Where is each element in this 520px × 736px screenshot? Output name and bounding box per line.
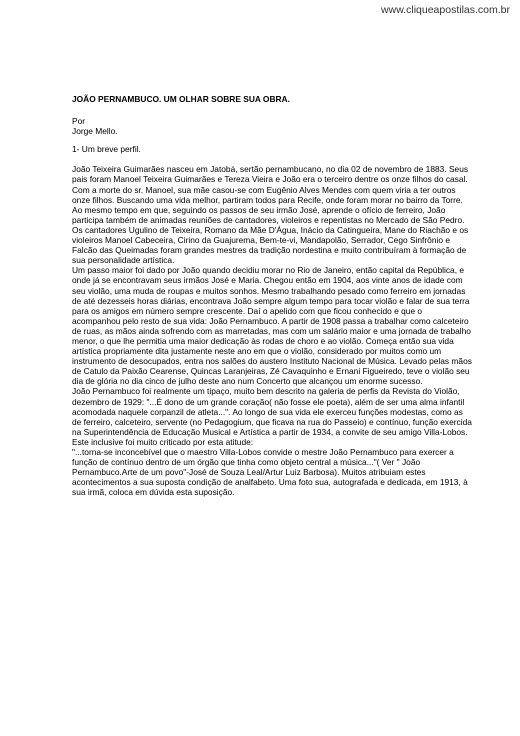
section-heading: 1- Um breve perfil. — [72, 144, 141, 155]
paragraph: João Teixeira Guimarães nasceu em Jatobá, sertão pernambucano, no dia 02 de novembro de 1883. Seus pais foram Manoel Teixeira Guimarães e Tereza Vieira e João era o terceiro dentre os onze filhos do casal. Com a morte do sr. Manoel, sua mãe casou-se com Eugênio Alves Mendes com quem viria a ter outros onze filhos. Buscando uma vida melhor, partiram todos para Recife, onde foram morar no bairro da Torre. — [72, 164, 469, 205]
document-body — [72, 94, 472, 497]
author-name: Jorge Mello. — [72, 126, 118, 137]
document-title: JOÃO PERNAMBUCO. UM OLHAR SOBRE SUA OBRA. — [72, 94, 290, 104]
paragraph: Ao mesmo tempo em que, seguindo os passos de seu irmão José, aprende o ofício de ferreiro, João participa também de animadas reuniões de cantadores, violeiros e repentistas no Mercado de São Pedro. Os cantadores Ugulino de Teixeira, Romano da Mãe D'Água, Inácio da Catingueira, Mane do Riachão e os violeiros Manoel Cabeceira, Cirino da Guajurema, Bem-te-vi, Mandapolão, Serrador, Cego Sinfrônio e Falcão das Queimadas foram grandes mestres da tradição nordestina e muito contribuíram à formação de sua personalidade artística. — [72, 204, 469, 266]
site-url-link[interactable]: www.cliqueapostilas.com.br — [381, 4, 510, 16]
paragraph: João Pernambuco foi realmente um tipaço, muito bem descrito na galeria de perfis da Revista do Violão, dezembro de 1929: "...É dono de um grande coração( não fosse ele poeta), além de ser uma alma infantil acomodada naquele corpanzil de atleta...". Ao longo de sua vida ele exerceu funções modestas, como as de ferreiro, calceteiro, servente (no Pedagogium, que ficava na rua do Passeio) e contínuo, função exercida na Superintendência de Educação Musical e Artística a partir de 1934, a convite de seu amigo Villa-Lobos. Este inclusive foi muito criticado por esta atitude: — [72, 386, 472, 447]
byline-label: Por — [72, 116, 86, 127]
paragraph: "...torna-se inconcebível que o maestro Villa-Lobos convide o mestre João Pernambuco para exercer a função de contínuo dentro de um órgão que tinha como objeto central a música..."( Ver " João Pernambuco.Arte de um povo"-José de Souza Leal/Artur Luiz Barbosa). Muitos atribuiam estes acontecimentos a sua suposta condição de analfabeto. Uma foto sua, autografada e dedicada, em 1913, à sua irmã, coloca em dúvida esta suposição. — [72, 447, 468, 498]
paragraph: Um passo maior foi dado por João quando decidiu morar no Rio de Janeiro, então capital da República, e onde já se encontravam seus irmãos José e Maria. Chegou então em 1904, aos vinte anos de idade com seu violão, uma muda de roupas e muitos sonhos. Mesmo trabalhando pesado como ferreiro em jornadas de até dezesseis horas diárias, encontrava João sempre algum tempo para tocar violão e falar de sua terra para os amigos em número sempre crescente. Daí o apelido com que ficou conhecido e que o acompanhou pelo resto de sua vida: João Pernambuco. A partir de 1908 passa a trabalhar como calceteiro de ruas, as mãos ainda sofrendo com as marretadas, mas com um salário maior e uma jornada de trabalho menor, o que lhe permitia uma maior dedicação às rodas de choro e ao violão. Começa então sua vida artística propriamente dita justamente neste ano em que o violão, considerado por muitos como um instrumento de desocupados, entra nos salões do austero Instituto Nacional de Música. Levado pelas mãos de Catulo da Paixão Cearense, Quincas Laranjeiras, Zé Cavaquinho e Ernani Figueiredo, teve o violão seu dia de glória no dia cinco de julho deste ano num Concerto que alcançou um enorme sucesso. — [72, 265, 472, 387]
